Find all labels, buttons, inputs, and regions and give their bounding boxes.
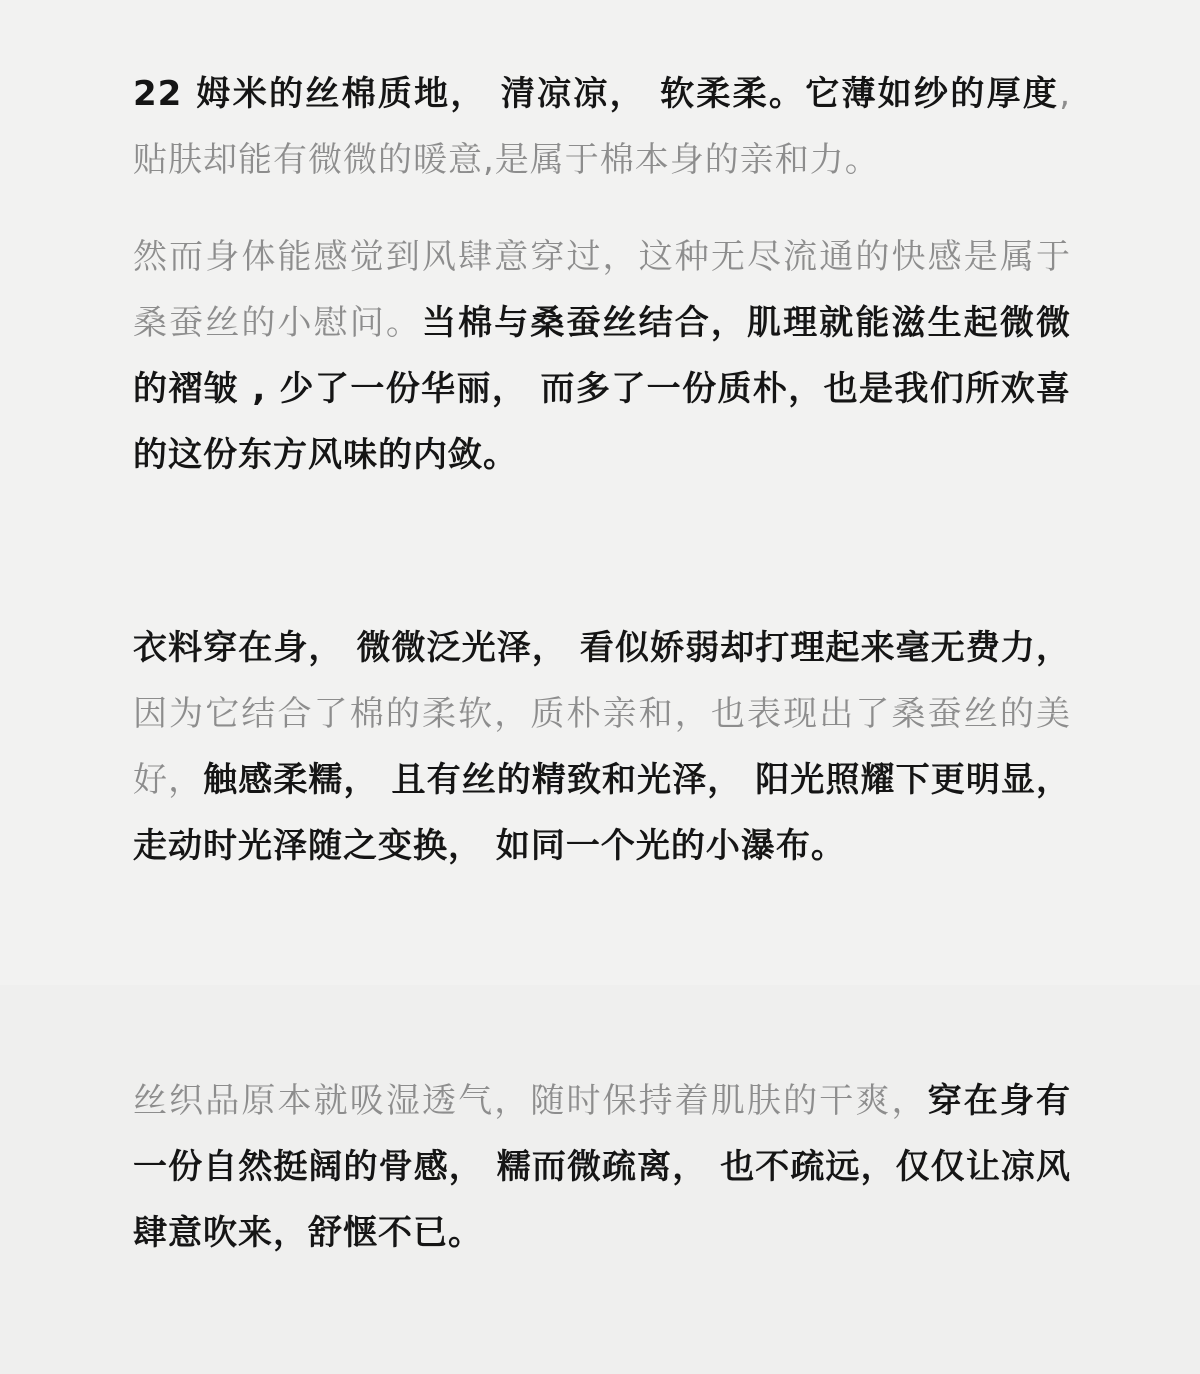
text-segment-gray: ,贴肤却能有微微的暖意,是属于棉本身的亲和力。 [133, 74, 1071, 180]
paragraph-luster [133, 615, 1071, 879]
lower-section [0, 985, 1200, 1374]
paragraph-moisture-wicking [133, 1068, 1071, 1266]
text-segment-bold: 触感柔糯， 且有丝的精致和光泽， 阳光照耀下更明显， 走动时光泽随之变换， 如同一个光的小瀑布。 [133, 760, 1071, 866]
text-segment-gray: 然而身体能感觉到风肆意穿过，这种无尽流通的快感是属于桑蚕丝的小慰问。 [133, 237, 1071, 343]
text-segment-bold: 穿在身有一份自然挺阔的骨感， 糯而微疏离， 也不疏远，仅仅让凉风肆意吹来，舒惬不已。 [133, 1081, 1072, 1253]
text-segment-gray: 丝织品原本就吸湿透气，随时保持着肌肤的干爽， [133, 1081, 928, 1121]
text-segment-bold: 衣料穿在身， 微微泛光泽， 看似娇弱却打理起来毫无费力， [133, 628, 1071, 668]
text-segment-gray: 因为它结合了棉的柔软，质朴亲和，也表现出了桑蚕丝的美好， [133, 694, 1071, 800]
paragraph-silk-cotton-texture [133, 61, 1071, 193]
text-segment-bold: 22 姆米的丝棉质地， 清凉凉， 软柔柔。它薄如纱的厚度 [133, 74, 1060, 114]
paragraph-breathability [133, 224, 1071, 488]
text-segment-bold: 当棉与桑蚕丝结合，肌理就能滋生起微微的褶皱 , 少了一份华丽， 而多了一份质朴，也是我们所欢喜的这份东方风味的内敛。 [133, 303, 1072, 475]
